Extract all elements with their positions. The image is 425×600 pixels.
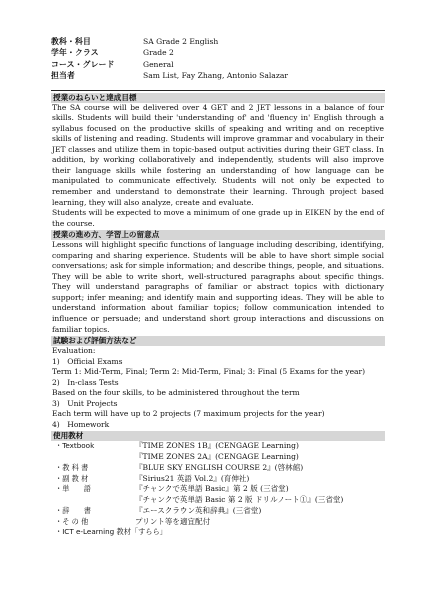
evaluation-line: Evaluation: xyxy=(52,346,96,356)
material-row xyxy=(51,463,385,474)
evaluation-heading: 試験および評価方法など xyxy=(51,336,385,346)
goals-heading: 授業のねらいと達成目標 xyxy=(51,93,385,103)
goals-paragraph: The SA course will be delivered over 4 GET and 2 JET lessons in a balance of four skills. Students will build their 'understanding of' and 'fluency in' English through a syllabus focused on the productive skills of speaking and writing and on receptive skills of listening and reading. Students will improve grammar and vocabulary in their JET classes and utilize them in topic-based output activities during their GET class. In addition, by working collaboratively and independently, students will also improve their language skills while fostering an understanding of how language can be manipulated to communicate effectively. Students will not only be expected to remember and understand to demonstrate their learning. Through project based learning, they will also analyze, create and evaluate. xyxy=(52,102,384,207)
material-label: ・教 科 書 xyxy=(55,462,89,472)
evaluation-line: 2) In-class Tests xyxy=(52,377,119,387)
evaluation-line: 1) Official Exams xyxy=(52,356,123,366)
material-title: 『TIME ZONES 2A』(CENGAGE Learning) xyxy=(135,452,299,462)
evaluation-line: 3) Unit Projects xyxy=(52,398,118,408)
material-title: 『TIME ZONES 1B』(CENGAGE Learning) xyxy=(135,441,299,451)
method-heading: 授業の進め方、学習上の留意点 xyxy=(51,230,385,240)
evaluation-line: Term 1: Mid-Term, Final; Term 2: Mid-Term, Final; 3: Final (5 Exams for the year) xyxy=(52,367,366,377)
material-title: プリント等を適宜配付 xyxy=(135,516,211,526)
method-paragraph: Lessons will highlight specific functions of language including describing, identifying, comparing and sharing experience. Students will be able to have short simple social conversations; ask for simple information; and describe things, people, and situations. They will be able to write short, well-structured paragraphs about specific things. They will understand paragraphs of familiar or abstract topics with dictionary support; infer meaning; and identify main and supporting ideas. They will be able to understand information about familiar topics; follow communication intended to influence or persuade; and understand short group interactions and discussions on familiar topics. xyxy=(52,240,384,334)
goals-paragraph-eiken: Students will be expected to move a minimum of one grade up in EIKEN by the end of the course. xyxy=(52,208,384,228)
course-info xyxy=(51,37,385,82)
teacher-label: 担当者 xyxy=(51,71,75,81)
teacher-value: Sam List, Fay Zhang, Antonio Salazar xyxy=(143,71,288,81)
material-title: 『エースクラウン英和辞典』(三省堂) xyxy=(135,505,262,515)
material-title: 『チャンクで英単語 Basic 第 2 版 ドリルノート①』(三省堂) xyxy=(135,495,344,505)
material-label xyxy=(55,452,135,463)
material-row xyxy=(51,506,385,517)
material-row xyxy=(51,517,385,528)
material-title: 『BLUE SKY ENGLISH COURSE 2』(啓林館) xyxy=(135,462,304,472)
material-row xyxy=(51,441,385,452)
material-title: 『Sirius21 英語 Vol.2』(育伸社) xyxy=(135,473,250,483)
material-row xyxy=(51,452,385,463)
material-row xyxy=(51,495,385,506)
subject-value: SA Grade 2 English xyxy=(143,37,219,46)
material-label: ・Textbook xyxy=(55,441,95,451)
material-label: ・ICT e-Learning 教材「すらら」 xyxy=(55,527,167,537)
material-label: ・辞 書 xyxy=(55,505,91,515)
evaluation-line: 4) Homework xyxy=(52,419,110,429)
material-title: 『チャンクで英単語 Basic』第 2 版 (三省堂) xyxy=(135,484,289,494)
course-value: General xyxy=(143,59,174,69)
material-label: ・そ の 他 xyxy=(55,516,89,526)
material-label: ・副 教 材 xyxy=(55,473,89,483)
divider xyxy=(51,90,385,91)
evaluation-line: Based on the four skills, to be administered throughout the term xyxy=(52,388,300,398)
materials-heading: 使用教材 xyxy=(51,431,385,441)
material-row xyxy=(51,527,385,538)
course-label: コース・グレード xyxy=(51,59,115,69)
material-label: ・単 語 xyxy=(55,484,91,494)
material-label xyxy=(55,495,135,506)
subject-label: 教科・科目 xyxy=(51,37,91,46)
class-label: 学年・クラス xyxy=(51,48,99,58)
material-row xyxy=(51,484,385,495)
class-value: Grade 2 xyxy=(143,48,174,58)
evaluation-line: Each term will have up to 2 projects (7 maximum projects for the year) xyxy=(52,409,325,419)
material-row xyxy=(51,474,385,485)
